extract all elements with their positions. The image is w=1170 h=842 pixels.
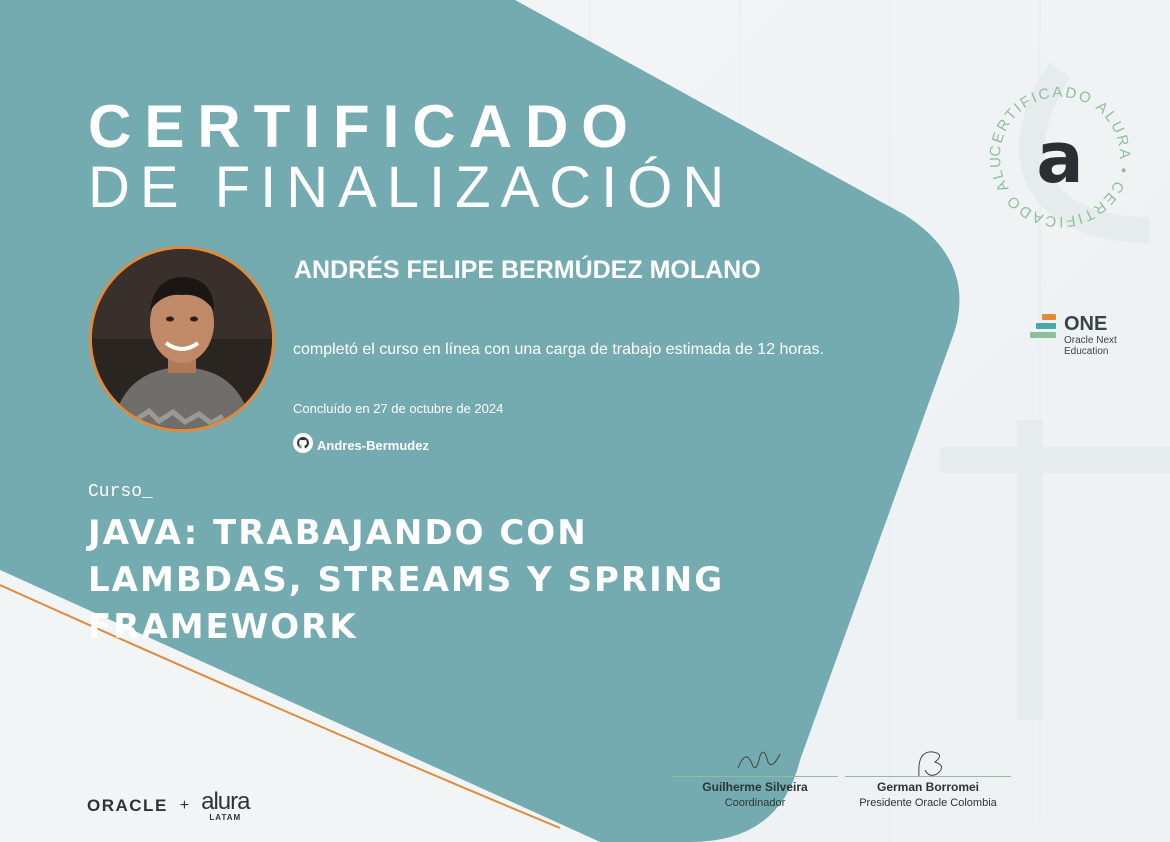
student-avatar [89, 246, 275, 432]
signature-scribble-icon [728, 746, 788, 776]
signer-name: German Borromei [876, 780, 980, 794]
one-stripes-icon [1028, 313, 1058, 343]
one-title: ONE [1064, 313, 1108, 335]
signature-block [672, 748, 838, 809]
alura-wordmark: alura [201, 788, 250, 815]
oracle-logo: ORACLE [87, 796, 168, 815]
student-name: ANDRÉS FELIPE BERMÚDEZ MOLANO [294, 256, 761, 284]
seal-letter: a [1036, 117, 1084, 199]
one-line2: Education [1064, 346, 1109, 357]
signature-scribble-icon [911, 746, 951, 780]
alura-certified-seal [985, 82, 1135, 232]
signer-role: Presidente Oracle Colombia [859, 797, 997, 809]
signer-role: Coordinador [724, 797, 786, 809]
course-title: JAVA: TRABAJANDO CON LAMBDAS, STREAMS Y SPRING FRAMEWORK [88, 513, 725, 647]
certificate-title: CERTIFICADO [88, 93, 641, 160]
certificate-subtitle: DE FINALIZACIÓN [88, 155, 735, 220]
footer-logos [87, 790, 250, 822]
course-label: Curso_ [88, 482, 153, 502]
completion-text: completó el curso en línea con una carga de trabajo estimada de 12 horas. [293, 341, 824, 358]
signature-block [845, 748, 1011, 809]
completion-date: Concluído en 27 de octubre de 2024 [293, 401, 504, 416]
plus-sign: + [179, 797, 190, 814]
one-line1: Oracle Next [1064, 335, 1117, 346]
one-oracle-next-education-logo [1028, 313, 1117, 357]
signer-name: Guilherme Silveira [702, 780, 808, 794]
github-icon [293, 433, 313, 458]
alura-latam-logo [201, 790, 249, 822]
github-username: Andres-Bermudez [317, 438, 429, 453]
alura-latam-label: LATAM [209, 813, 242, 822]
github-profile-link[interactable] [293, 433, 429, 458]
seal-ring-text: CERTIFICADO ALURA • CERTIFICADO ALU [986, 83, 1134, 231]
